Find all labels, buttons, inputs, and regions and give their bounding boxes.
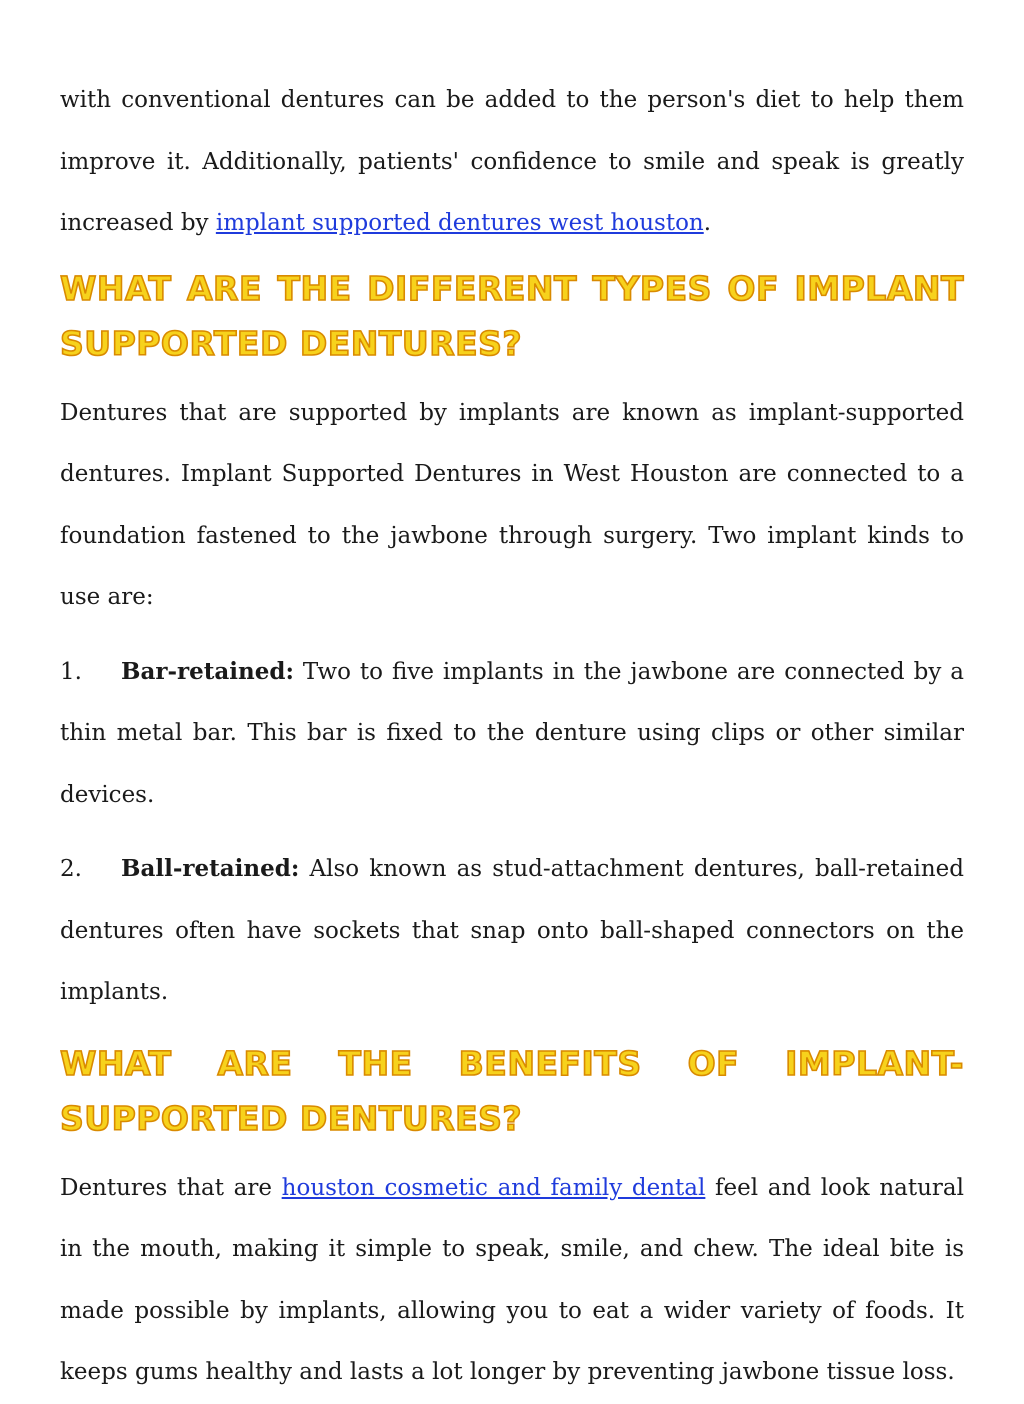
intro-text: with conventional dentures can be added to the person's diet to help them improve it. Additionally, patients' confidence to smile and speak is greatly increased by	[60, 87, 964, 236]
section-heading-types: WHAT ARE THE DIFFERENT TYPES OF IMPLANT SUPPORTED DENTURES?	[60, 268, 964, 363]
list-text: Two to five implants in the jawbone are connected by a thin metal bar. This bar is fixed to the denture using clips or other similar devices.	[60, 658, 964, 808]
benefits-paragraph	[60, 1158, 964, 1404]
list-term: Ball-retained:	[121, 855, 300, 882]
list-item-ball-retained	[60, 838, 964, 1024]
list-number: 2.	[60, 856, 82, 882]
list-number: 1.	[60, 658, 82, 685]
benefits-text-end: feel and look natural in the mouth, making it simple to speak, smile, and chew. The ideal bite is made possible by implants, allowing you to eat a wider variety of foods. It keeps gums healthy and lasts a lot longer by preventing jawbone tissue loss.	[60, 1174, 964, 1385]
document-page	[60, 70, 964, 1404]
implant-dentures-link[interactable]: implant supported dentures west houston	[215, 210, 704, 236]
list-text: Also known as stud-attachment dentures, ball-retained dentures often have sockets that snap onto ball-shaped connectors on the implants.	[60, 856, 964, 1005]
intro-text-end: .	[703, 210, 712, 236]
types-paragraph: Dentures that are supported by implants are known as implant-supported dentures. Implant Supported Dentures in West Houston are connected to a foundation fastened to the jawbone through surgery. Two implant kinds to use are:	[60, 399, 964, 610]
list-term: Bar-retained:	[121, 657, 294, 685]
section-heading-benefits: WHAT ARE THE BENEFITS OF IMPLANT-SUPPORTED DENTURES?	[60, 1043, 964, 1138]
list-item-bar-retained	[60, 641, 964, 827]
cosmetic-dental-link[interactable]: houston cosmetic and family dental	[281, 1174, 706, 1201]
intro-paragraph	[60, 70, 964, 255]
benefits-text: Dentures that are	[60, 1174, 282, 1201]
